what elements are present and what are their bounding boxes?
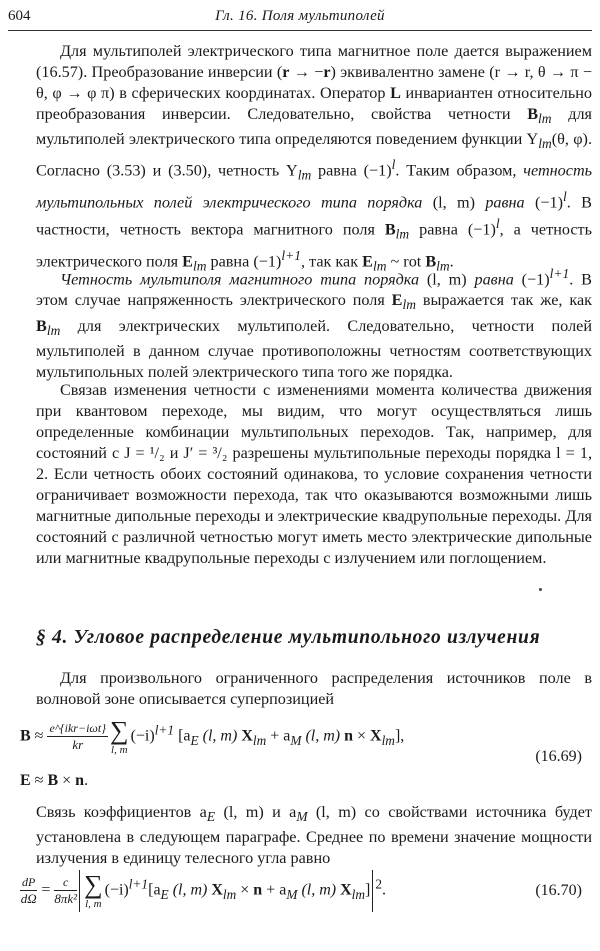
page-header <box>8 8 592 30</box>
equation-16-70: $\frac{dP}{d\Omega}$ = $\frac{c}{\text{8πk²}}$ ∑ l, m $(-i)^{l+1}[a_E$ (l, m) $X_{lm} \times n + a_M$ (l, m) $X_{lm}$] $^2$. (16.70) <box>20 870 582 910</box>
running-head: Гл. 16. Поля мультиполей <box>215 8 385 24</box>
abs-bar-right <box>372 870 373 912</box>
page-number: 604 <box>8 8 31 24</box>
sum-symbol: ∑ l, m <box>110 716 129 756</box>
header-rule <box>8 30 592 31</box>
print-speck <box>539 588 542 591</box>
prefactor-fraction: $\frac{c}{\text{8πk²}}$ <box>54 875 78 906</box>
paragraph-electric-multipole-parity: Для мультиполей электрического типа магнитное поле дается выражением (16.57). Преобразование инверсии (r → −r) эквивалентно замене (r → r, θ → π − θ, φ → φ π) в сферических координатах. Оператор L инвариантен относительно преобразования инверсии. Следовательно, свойства четности $B_{lm}$ для мультиполей электрического типа определяются поведением функции $Y_{lm}(\theta$, φ). Согласно (3.53) и (3.50), четность $Y_{lm}$ равна $(-1)^l$. Таким образом, четность мультипольных полей электрического типа порядка (l, m) равна $(-1)^l$. В частности, четность вектора магнитного поля $B_{lm}$ равна $(-1)^l$, а четность электрического поля $E_{lm}$ равна $(-1)^{l+1}$, так как $E_{lm}$ ~ rot $B_{lm}$. <box>36 42 592 274</box>
paragraph-magnetic-multipole-parity: Четность мультиполя магнитного типа порядка (l, m) равна $(-1)^{l+1}$. В этом случае напряженность электрического поля $E_{lm}$ выражается так же, как $B_{lm}$ для электрических мультиполей. Следовательно, четности полей мультиполей в данном случае противоположны четностям соответствующих мультипольных полей электрического типа того же порядка. <box>36 266 592 381</box>
equation-number: (16.69) <box>535 748 582 765</box>
equation-16-69: B ≈ $\frac{\text{e\textasciicircum{}\{ikr−iωt\}}}{kr}$ ∑ l, m $(-i)^{l+1}$ [$a_E$ (l, m) $X_{lm} + a_M$ (l, m) $n \times X_{lm}$], (16.69) E ≈ B × n. <box>20 716 582 789</box>
paragraph-coefficients: Связь коэффициентов $a_E$ (l, m) и $a_M$ (l, m) со свойствами источника будет установлена в следующем параграфе. Среднее по времени значение мощности излучения в единицу телесного угла равно <box>36 803 593 868</box>
power-derivative-fraction: $\frac{dP}{d\Omega}$ <box>20 875 37 906</box>
section-heading: § 4. Угловое распределение мультипольного излучения <box>36 627 541 648</box>
abs-bar-left <box>79 870 80 912</box>
paragraph-superposition: Для произвольного ограниченного распределения источников поле в волновой зоне описывается суперпозицией <box>36 669 592 708</box>
equation-number: (16.70) <box>535 882 582 899</box>
paragraph-selection-rules: Связав изменения четности с изменениями момента количества движения при квантовом переходе, мы видим, что могут осуществляться лишь определенные комбинации мультипольных переходов. Так, например, для состояний с J = ¹/₂ и J′ = ³/₂ разрешены мультипольные переходы порядка l = 1, 2. Если четность обоих состояний одинакова, то условие сохранения четности ограничивает возможности перехода, так что оказываются возможными лишь магнитные дипольные переходы и электрические квадрупольные переходы. Для состояний с различной четностью могут иметь место электрические дипольные или магнитные квадрупольные переходы с излучением или поглощением. <box>36 381 592 567</box>
wave-factor-fraction: $\frac{\text{e\textasciicircum{}\{ikr−iωt\}}}{kr}$ <box>49 721 107 752</box>
sum-symbol: ∑ l, m <box>84 870 103 910</box>
